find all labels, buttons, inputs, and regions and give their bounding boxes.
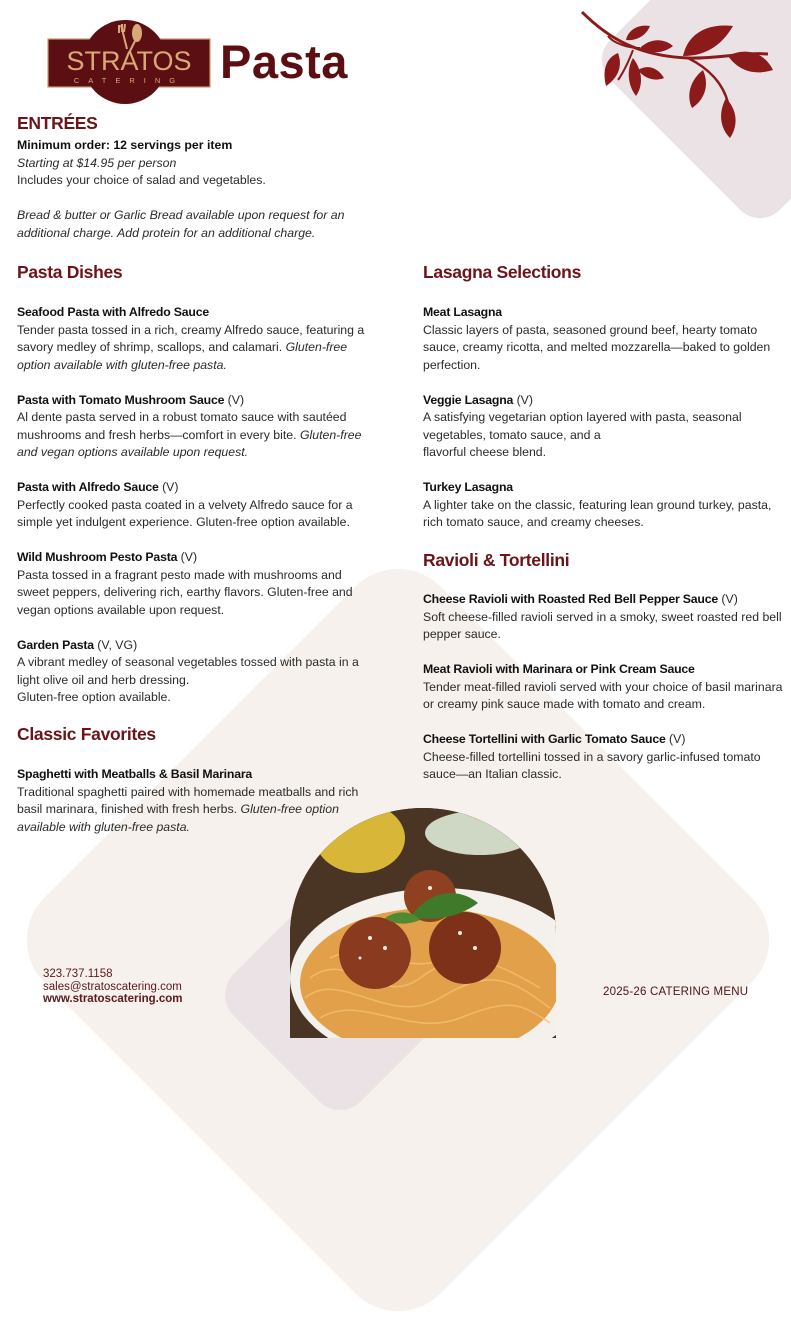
description-note: Gluten-free option available with gluten-free pasta.	[17, 340, 348, 372]
menu-item	[423, 392, 773, 462]
dietary-tag: (V)	[718, 592, 738, 606]
dietary-tag: (V)	[665, 732, 686, 746]
section-items-pasta-dishes	[17, 304, 365, 724]
menu-item	[423, 304, 773, 374]
section-items-ravioli-tortellini	[423, 591, 783, 801]
menu-item-title: Meat Lasagna	[423, 305, 502, 319]
menu-item-title: Seafood Pasta with Alfredo Sauce	[17, 305, 209, 319]
menu-item-description	[17, 322, 365, 375]
menu-item	[17, 392, 365, 462]
description-note: Gluten-free and vegan options available upon request.	[17, 427, 362, 459]
menu-item-description	[17, 784, 365, 837]
section-items-lasagna-selections	[423, 304, 773, 549]
menu-item-description	[423, 409, 773, 462]
starting-price: Starting at $14.95 per person	[17, 155, 177, 170]
includes-note: Includes your choice of salad and vegetables.	[17, 173, 266, 187]
description-text: A vibrant medley of seasonal vegetables tossed with pasta in a light olive oil and herb dressing. Gluten-free option available.	[17, 655, 359, 704]
description-text: A satisfying vegetarian option layered with pasta, seasonal vegetables, tomato sauce, and a flavorful cheese blend.	[423, 410, 742, 459]
logo-text: STRATOS	[66, 46, 192, 76]
description-text: Tender meat-filled ravioli served with your choice of basil marinara or creamy pink sauce made with tomato and cream.	[423, 679, 783, 711]
page-title: Pasta	[220, 35, 348, 88]
description-text: Tender pasta tossed in a rich, creamy Alfredo sauce, featuring a savory medley of shrimp, scallops, and calamari.	[17, 322, 365, 354]
menu-item-header	[423, 479, 773, 497]
menu-item	[17, 766, 365, 836]
menu-item-header	[423, 304, 773, 322]
dietary-tag: (V)	[158, 480, 179, 494]
menu-item-title: Garden Pasta	[17, 637, 94, 652]
menu-item-header	[423, 392, 773, 410]
menu-item	[17, 549, 365, 619]
contact-info	[43, 968, 183, 1006]
entrees-intro	[17, 137, 367, 242]
description-text: A lighter take on the classic, featuring lean ground turkey, pasta, rich tomato sauce, and creamy cheeses.	[423, 497, 772, 529]
section-heading-lasagna-selections: Lasagna Selections	[423, 262, 581, 282]
menu-item-header	[17, 304, 365, 322]
menu-item-title: Spaghetti with Meatballs & Basil Marinara	[17, 767, 253, 781]
dietary-tag: (V)	[177, 550, 198, 564]
menu-item-header	[423, 591, 783, 609]
menu-item-header	[17, 637, 365, 655]
dietary-tag: (V)	[513, 392, 533, 407]
minimum-order: Minimum order: 12 servings per item	[17, 138, 233, 152]
menu-item	[17, 304, 365, 374]
description-text: Soft cheese-filled ravioli served in a smoky, sweet roasted red bell pepper sauce.	[423, 609, 782, 641]
section-items-classic-favorites	[17, 766, 365, 854]
menu-item-header	[17, 549, 365, 567]
description-text: Cheese-filled tortellini tossed in a savory garlic-infused tomato sauce—an Italian classic.	[423, 749, 761, 781]
menu-item	[423, 591, 783, 644]
stratos-catering-logo	[47, 19, 211, 105]
menu-item	[423, 731, 783, 784]
dietary-tag: (V)	[224, 392, 245, 407]
menu-item	[17, 637, 365, 707]
menu-item-title: Cheese Ravioli with Roasted Red Bell Pepper Sauce	[423, 592, 718, 606]
menu-item-title: Veggie Lasagna	[423, 392, 514, 407]
menu-item-description	[17, 497, 365, 532]
menu-item-description	[423, 749, 783, 784]
menu-item-header	[17, 766, 365, 784]
menu-item-title: Cheese Tortellini with Garlic Tomato Sauce	[423, 732, 666, 746]
menu-item-description	[17, 409, 365, 462]
description-text: Traditional spaghetti paired with homemade meatballs and rich basil marinara, finished with fresh herbs.	[17, 784, 359, 816]
menu-item-description	[17, 654, 365, 707]
phone-number[interactable]: 323.737.1158	[43, 968, 113, 980]
menu-item-header	[423, 731, 783, 749]
description-text: Al dente pasta served in a robust tomato sauce with sautéed mushrooms and fresh herbs—comfort in every bite.	[17, 410, 347, 442]
menu-item-title: Turkey Lasagna	[423, 480, 513, 494]
website-link[interactable]: www.stratoscatering.com	[43, 993, 183, 1005]
menu-item-description	[423, 679, 783, 714]
bread-note: Bread & butter or Garlic Bread available upon request for an additional charge. Add protein for an additional charge.	[17, 208, 345, 240]
dietary-tag: (V, VG)	[93, 637, 138, 652]
menu-edition: 2025-26 CATERING MENU	[603, 986, 749, 998]
menu-item-description	[423, 322, 773, 375]
section-heading-ravioli-tortellini: Ravioli & Tortellini	[423, 550, 570, 570]
menu-item-title: Meat Ravioli with Marinara or Pink Cream Sauce	[423, 662, 695, 676]
menu-item-title: Pasta with Alfredo Sauce	[17, 480, 159, 494]
email-link[interactable]: sales@stratoscatering.com	[43, 980, 182, 993]
menu-item	[423, 479, 773, 532]
section-heading-classic-favorites: Classic Favorites	[17, 724, 156, 744]
description-note: Gluten-free option available with gluten-free pasta.	[17, 802, 339, 834]
menu-item-header	[17, 392, 365, 410]
section-heading-pasta-dishes: Pasta Dishes	[17, 262, 123, 282]
logo-subtext: CATERING	[73, 76, 185, 85]
description-text: Classic layers of pasta, seasoned ground beef, hearty tomato sauce, creamy ricotta, and melted mozzarella—baked to golden perfection.	[423, 322, 771, 372]
menu-item-description	[423, 609, 783, 644]
description-text: Perfectly cooked pasta coated in a velvety Alfredo sauce for a simple yet indulgent experience. Gluten-free option available.	[17, 497, 353, 529]
leaf-branch-icon	[578, 8, 778, 143]
menu-item-description	[17, 567, 365, 620]
menu-item-description	[423, 497, 773, 532]
menu-item-title: Pasta with Tomato Mushroom Sauce	[17, 392, 225, 407]
menu-item	[17, 479, 365, 532]
menu-item-header	[17, 479, 365, 497]
menu-item-title: Wild Mushroom Pesto Pasta	[17, 550, 178, 564]
menu-item-header	[423, 661, 783, 679]
menu-item	[423, 661, 783, 714]
description-text: Pasta tossed in a fragrant pesto made with mushrooms and sweet peppers, delivering rich, earthy flavors. Gluten-free and vegan options available upon request.	[17, 567, 353, 617]
entrees-heading: ENTRÉES	[17, 113, 98, 133]
